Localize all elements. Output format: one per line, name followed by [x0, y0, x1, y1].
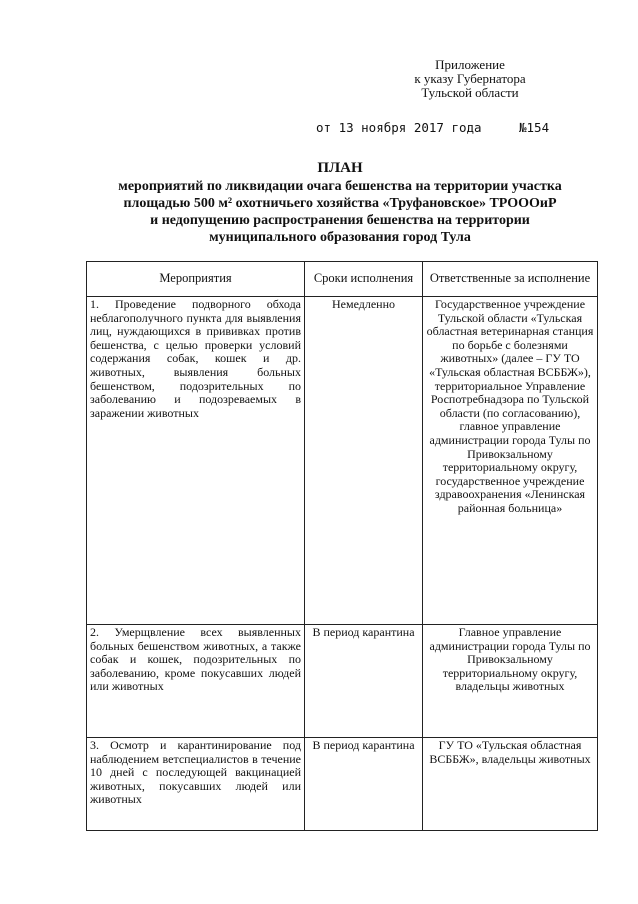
cell-responsible: Главное управление администрации города Тулы по Привокзальному территориальному округу, владельцы животных — [423, 625, 598, 738]
title-line: мероприятий по ликвидации очага бешенства на территории участка — [118, 179, 562, 194]
table-header-row — [87, 262, 598, 297]
header-responsible: Ответственные за исполнение — [423, 262, 598, 297]
appendix-line: Тульской области — [421, 85, 519, 100]
appendix-line: Приложение — [435, 57, 505, 72]
header-actions: Мероприятия — [87, 262, 305, 297]
decree-reference — [316, 120, 550, 135]
appendix-block — [370, 58, 570, 100]
decree-date: от 13 ноября 2017 года — [316, 120, 482, 135]
cell-term: Немедленно — [305, 297, 423, 625]
cell-term: В период карантина — [305, 625, 423, 738]
cell-action: 3. Осмотр и карантинирование под наблюдением ветспециалистов в течение 10 дней с последующей вакцинацией животных, покусавших людей или животных — [87, 738, 305, 831]
cell-action: 1. Проведение подворного обхода неблагополучного пункта для выявления лиц, нуждающихся в прививках против бешенства, с целью проверки условий содержания собак, кошек и др. животных, выявления больных бешенством, подозрительных по заболеванию и подозреваемых в заражении животных — [87, 297, 305, 625]
table-row — [87, 625, 598, 738]
cell-action: 2. Умерщвление всех выявленных больных бешенством животных, а также собак и кошек, подозрительных по заболеванию, кроме покусавших людей или животных — [87, 625, 305, 738]
decree-number: №154 — [519, 120, 550, 135]
table-row — [87, 297, 598, 625]
plan-table — [86, 261, 598, 831]
title-line: муниципального образования город Тула — [209, 230, 471, 245]
cell-responsible: Государственное учреждение Тульской области «Тульская областная ветеринарная станция по борьбе с болезнями животных» (далее – ГУ ТО «Тульская областная ВСББЖ»), территориальное Управление Роспотребнадзора по Тульской области (по согласованию), главное управление администрации города Тулы по Привокзальному территориальному округу, государственное учреждение здравоохранения «Ленинская районная больница» — [423, 297, 598, 625]
header-terms: Сроки исполнения — [305, 262, 423, 297]
title-line: площадью 500 м² охотничьего хозяйства «Труфановское» ТРОООиР — [123, 196, 557, 211]
title-line: и недопущению распространения бешенства на территории — [150, 213, 530, 228]
appendix-line: к указу Губернатора — [414, 71, 526, 86]
cell-term: В период карантина — [305, 738, 423, 831]
title-heading: ПЛАН — [317, 160, 363, 176]
document-title — [70, 160, 610, 246]
table-row — [87, 738, 598, 831]
cell-responsible: ГУ ТО «Тульская областная ВСББЖ», владельцы животных — [423, 738, 598, 831]
